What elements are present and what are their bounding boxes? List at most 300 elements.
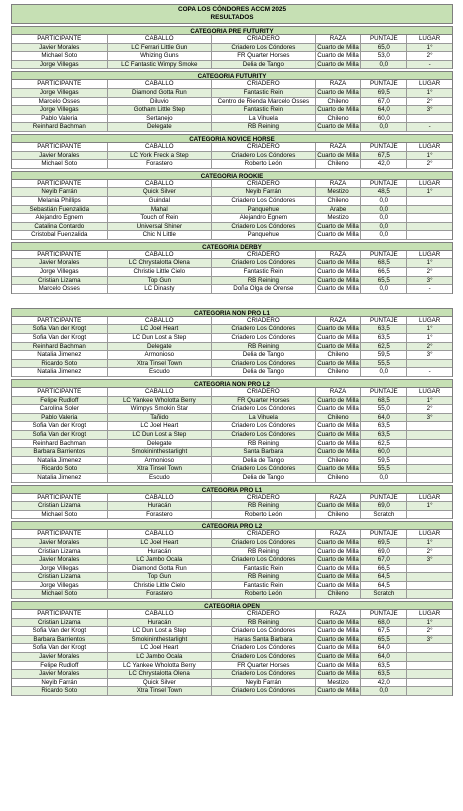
cell-puntaje: 62,5 (361, 343, 407, 351)
cell-criadero: Criadero Los Cóndores (212, 465, 316, 473)
cell-raza: Mestizo (316, 214, 362, 222)
column-header-raza: RAZA (316, 143, 362, 151)
cell-caballo: Huracán (108, 502, 213, 510)
table-row (12, 653, 452, 662)
cell-lugar: 1° (426, 618, 433, 626)
cell-lugar: - (428, 285, 431, 293)
cell-lugar: 2° (426, 547, 433, 555)
column-header-puntaje: PUNTAJE (361, 143, 407, 151)
cell-lugar (407, 573, 452, 581)
cell-criadero: Criadero Los Cóndores (212, 687, 316, 695)
table-row (12, 334, 452, 343)
cell-participante: Felipe Rudloff (12, 662, 108, 670)
cell-lugar: 2° (426, 160, 433, 168)
cell-participante: Jorge Villegas (12, 582, 108, 590)
table-row (12, 206, 452, 215)
cell-raza: Chileno (316, 414, 362, 422)
table-row (12, 548, 452, 557)
cell-participante: Michael Soto (12, 590, 108, 598)
cell-participante: Sofia Van der Krogt (12, 325, 108, 333)
cell-puntaje: 64,0 (361, 653, 407, 661)
cell-raza: Cuarto de Milla (316, 440, 362, 448)
cell-caballo: LC Joel Heart (108, 422, 213, 430)
cell-criadero: Fantastic Rein (212, 268, 316, 276)
cell-criadero: Criadero Los Cóndores (212, 334, 316, 342)
cell-caballo: Quick Silver (108, 188, 213, 196)
column-header-lugar: LUGAR (418, 35, 441, 42)
category-heading: CATEGORIA PRO L1 (12, 485, 452, 494)
cell-participante: Javier Morales (12, 44, 108, 52)
column-header-participante: PARTICIPANTE (12, 35, 108, 43)
cell-raza: Cuarto de Milla (316, 277, 362, 285)
cell-raza: Chileno (316, 160, 362, 168)
cell-puntaje: 67,0 (361, 556, 407, 564)
cell-raza: Cuarto de Milla (316, 360, 362, 368)
cell-lugar: - (428, 60, 431, 68)
cell-participante: Javier Morales (12, 653, 108, 661)
cell-criadero: Fantastic Rein (212, 106, 316, 114)
column-header-criadero: CRIADERO (212, 388, 316, 396)
cell-puntaje: 42,0 (361, 679, 407, 687)
cell-caballo: Armonioso (108, 351, 213, 359)
cell-lugar (407, 590, 452, 598)
cell-puntaje: 0,0 (361, 206, 407, 214)
cell-caballo: Guindal (108, 197, 213, 205)
cell-raza: Cuarto de Milla (316, 44, 362, 52)
cell-participante: Natalia Jimenez (12, 351, 108, 359)
section-spacer (11, 294, 453, 308)
cell-caballo: LC Yankee Wholotta Berry (108, 662, 213, 670)
cell-raza: Arabe (316, 206, 362, 214)
cell-caballo: LC Chrystalotta Olena (108, 259, 213, 267)
cell-lugar: 3° (426, 351, 433, 359)
cell-raza: Chileno (316, 474, 362, 482)
table-row (12, 343, 452, 352)
cell-caballo: Touch of Rein (108, 214, 213, 222)
cell-raza: Cuarto de Milla (316, 152, 362, 160)
table-row (12, 52, 452, 61)
cell-puntaje: 0,0 (361, 231, 407, 239)
table-row (12, 44, 452, 53)
cell-puntaje: 64,0 (361, 414, 407, 422)
cell-caballo: LC Joel Heart (108, 644, 213, 652)
cell-raza: Chileno (316, 98, 362, 106)
category-section (11, 308, 453, 377)
cell-lugar (407, 474, 452, 482)
cell-participante: Sebastián Fuenzalida (12, 206, 108, 214)
cell-caballo: LC Joel Heart (108, 539, 213, 547)
category-heading: CATEGORIA NON PRO L2 (12, 379, 452, 388)
table-row (12, 414, 452, 423)
cell-participante: Neyib Farrán (12, 679, 108, 687)
cell-puntaje: 59,5 (361, 457, 407, 465)
cell-puntaje: 0,0 (361, 123, 407, 131)
cell-caballo: Sertanejo (108, 115, 213, 123)
cell-participante: Michael Soto (12, 511, 108, 519)
cell-criadero: Roberto León (212, 160, 316, 168)
cell-puntaje: 69,5 (361, 539, 407, 547)
cell-participante: Reinhard Bachman (12, 123, 108, 131)
cell-criadero: RB Reining (212, 343, 316, 351)
column-header-raza: RAZA (316, 317, 362, 325)
table-row (12, 277, 452, 286)
table-row (12, 502, 452, 511)
table-row (12, 440, 452, 449)
cell-criadero: Criadero Los Cóndores (212, 360, 316, 368)
category-heading: CATEGORIA NON PRO L1 (12, 308, 452, 317)
cell-participante: Barbara Barrientos (12, 448, 108, 456)
cell-puntaje: 63,5 (361, 431, 407, 439)
column-header-puntaje: PUNTAJE (361, 610, 407, 618)
column-header-criadero: CRIADERO (212, 35, 316, 43)
column-header-raza: RAZA (316, 388, 362, 396)
cell-lugar (407, 687, 452, 695)
cell-criadero: Neyib Farrán (212, 188, 316, 196)
column-header-row (12, 610, 452, 619)
cell-criadero: Doña Olga de Orense (212, 285, 316, 293)
cell-participante: Sofia Van der Krogt (12, 431, 108, 439)
category-section (11, 521, 453, 599)
cell-criadero: Roberto León (212, 590, 316, 598)
table-row (12, 397, 452, 406)
cell-participante: Reinhard Bachman (12, 440, 108, 448)
cell-participante: Javier Morales (12, 670, 108, 678)
column-header-participante: PARTICIPANTE (12, 388, 108, 396)
cell-raza: Cuarto de Milla (316, 422, 362, 430)
cell-participante: Sofia Van der Krogt (12, 334, 108, 342)
table-row (12, 448, 452, 457)
cell-caballo: Wimpys Smokin Star (108, 405, 213, 413)
cell-participante: Pablo Valeria (12, 115, 108, 123)
cell-puntaje: 55,0 (361, 405, 407, 413)
cell-criadero: Criadero Los Cóndores (212, 431, 316, 439)
cell-raza: Cuarto de Milla (316, 405, 362, 413)
table-row (12, 573, 452, 582)
column-header-criadero: CRIADERO (212, 610, 316, 618)
cell-puntaje: 59,5 (361, 351, 407, 359)
cell-puntaje: 62,5 (361, 440, 407, 448)
cell-lugar: 1° (426, 325, 433, 333)
cell-lugar: 3° (426, 556, 433, 564)
cell-participante: Natalia Jimenez (12, 474, 108, 482)
table-row (12, 465, 452, 474)
cell-puntaje: 0,0 (361, 474, 407, 482)
table-row (12, 539, 452, 548)
cell-lugar: - (428, 123, 431, 131)
cell-lugar (407, 231, 452, 239)
cell-participante: Marcelo Osses (12, 285, 108, 293)
table-row (12, 422, 452, 431)
cell-raza: Cuarto de Milla (316, 325, 362, 333)
cell-lugar: 1° (426, 151, 433, 159)
cell-raza: Chileno (316, 197, 362, 205)
table-row (12, 61, 452, 70)
cell-puntaje: 63,5 (361, 334, 407, 342)
table-row (12, 474, 452, 483)
cell-lugar: 1° (426, 334, 433, 342)
cell-caballo: LC Chrystalotta Olena (108, 670, 213, 678)
cell-criadero: Panquehue (212, 231, 316, 239)
column-header-raza: RAZA (316, 494, 362, 502)
cell-caballo: Forastero (108, 590, 213, 598)
cell-participante: Jorge Villegas (12, 106, 108, 114)
category-heading: CATEGORIA NOVICE HORSE (12, 134, 452, 143)
column-header-caballo: CABALLO (108, 180, 213, 188)
cell-raza: Cuarto de Milla (316, 653, 362, 661)
table-row (12, 687, 452, 696)
column-header-row (12, 80, 452, 89)
category-section (11, 171, 453, 240)
cell-caballo: Universal Shiner (108, 223, 213, 231)
cell-raza: Cuarto de Milla (316, 502, 362, 510)
column-header-puntaje: PUNTAJE (361, 388, 407, 396)
table-row (12, 590, 452, 599)
column-header-puntaje: PUNTAJE (361, 251, 407, 259)
category-heading: CATEGORIA PRO L2 (12, 521, 452, 530)
cell-raza: Cuarto de Milla (316, 448, 362, 456)
table-row (12, 556, 452, 565)
category-heading: CATEGORIA OPEN (12, 601, 452, 610)
cell-participante: Cristian Lizama (12, 548, 108, 556)
column-header-puntaje: PUNTAJE (361, 530, 407, 538)
cell-participante: Ricardo Soto (12, 360, 108, 368)
cell-lugar: 1° (426, 259, 433, 267)
cell-raza: Cuarto de Milla (316, 670, 362, 678)
cell-puntaje: 48,5 (361, 188, 407, 196)
column-header-lugar: LUGAR (418, 388, 441, 395)
table-row (12, 223, 452, 232)
table-row (12, 565, 452, 574)
column-header-puntaje: PUNTAJE (361, 180, 407, 188)
cell-puntaje: 63,5 (361, 662, 407, 670)
cell-lugar (407, 465, 452, 473)
cell-lugar: 3° (426, 276, 433, 284)
cell-participante: Felipe Rudloff (12, 397, 108, 405)
cell-puntaje: 66,5 (361, 268, 407, 276)
cell-participante: Jorge Villegas (12, 61, 108, 69)
cell-lugar (407, 206, 452, 214)
cell-lugar: 1° (426, 502, 433, 510)
cell-criadero: RB Reining (212, 440, 316, 448)
table-row (12, 662, 452, 671)
cell-raza: Cuarto de Milla (316, 285, 362, 293)
category-section (11, 71, 453, 132)
category-heading: CATEGORIA ROOKIE (12, 171, 452, 180)
cell-lugar: 3° (426, 106, 433, 114)
column-header-puntaje: PUNTAJE (361, 35, 407, 43)
cell-raza: Cuarto de Milla (316, 334, 362, 342)
cell-lugar (407, 565, 452, 573)
cell-lugar (407, 440, 452, 448)
category-section (11, 485, 453, 520)
table-row (12, 123, 452, 132)
cell-lugar (407, 670, 452, 678)
cell-criadero: Criadero Los Cóndores (212, 653, 316, 661)
cell-lugar: 2° (426, 268, 433, 276)
cell-participante: Neyib Farrán (12, 188, 108, 196)
cell-puntaje: 63,5 (361, 670, 407, 678)
cell-raza: Mestizo (316, 679, 362, 687)
cell-puntaje: 64,0 (361, 644, 407, 652)
column-header-caballo: CABALLO (108, 388, 213, 396)
cell-participante: Pablo Valeria (12, 414, 108, 422)
cell-lugar (407, 448, 452, 456)
cell-raza: Cuarto de Milla (316, 619, 362, 627)
column-header-criadero: CRIADERO (212, 494, 316, 502)
cell-caballo: Xtra Tinsel Town (108, 687, 213, 695)
table-row (12, 351, 452, 360)
cell-caballo: LC Joel Heart (108, 325, 213, 333)
cell-caballo: Armonioso (108, 457, 213, 465)
cell-criadero: Criadero Los Cóndores (212, 259, 316, 267)
cell-caballo: Diluvio (108, 98, 213, 106)
cell-raza: Cuarto de Milla (316, 582, 362, 590)
cell-criadero: La Vihuela (212, 414, 316, 422)
column-header-row (12, 317, 452, 326)
table-row (12, 197, 452, 206)
column-header-lugar: LUGAR (418, 610, 441, 618)
cell-participante: Marcelo Osses (12, 98, 108, 106)
cell-puntaje: 69,0 (361, 502, 407, 510)
table-row (12, 670, 452, 679)
cell-caballo: Christie Little Cielo (108, 268, 213, 276)
table-row (12, 98, 452, 107)
cell-participante: Ricardo Soto (12, 687, 108, 695)
document-title (11, 4, 453, 24)
cell-puntaje: 0,0 (361, 368, 407, 376)
cell-lugar (407, 582, 452, 590)
cell-criadero: Criadero Los Cóndores (212, 539, 316, 547)
table-row (12, 285, 452, 294)
column-header-criadero: CRIADERO (212, 317, 316, 325)
cell-participante: Sofia Van der Krogt (12, 627, 108, 635)
cell-puntaje: 65,5 (361, 636, 407, 644)
column-header-row (12, 494, 452, 503)
table-row (12, 160, 452, 169)
column-header-caballo: CABALLO (108, 80, 213, 88)
cell-caballo: LC York Freck a Step (108, 152, 213, 160)
cell-criadero: Delia de Tango (212, 457, 316, 465)
table-row (12, 636, 452, 645)
column-header-raza: RAZA (316, 35, 362, 43)
cell-puntaje: 64,5 (361, 573, 407, 581)
cell-participante: Cristian Lizama (12, 573, 108, 581)
cell-raza: Chileno (316, 457, 362, 465)
cell-puntaje: 64,0 (361, 106, 407, 114)
cell-caballo: Gotham Little Step (108, 106, 213, 114)
cell-raza: Cuarto de Milla (316, 397, 362, 405)
column-header-lugar: LUGAR (418, 530, 441, 538)
cell-criadero: Criadero Los Cóndores (212, 405, 316, 413)
cell-puntaje: 63,5 (361, 325, 407, 333)
cell-caballo: Smokininthestarlight (108, 636, 213, 644)
cell-criadero: Santa Barbara (212, 448, 316, 456)
cell-puntaje: 55,5 (361, 465, 407, 473)
column-header-raza: RAZA (316, 80, 362, 88)
cell-lugar (407, 214, 452, 222)
category-heading: CATEGORIA FUTURITY (12, 71, 452, 80)
cell-puntaje: 0,0 (361, 214, 407, 222)
cell-criadero: Criadero Los Cóndores (212, 197, 316, 205)
column-header-caballo: CABALLO (108, 317, 213, 325)
column-header-row (12, 35, 452, 44)
cell-participante: Catalina Contardo (12, 223, 108, 231)
cell-puntaje: Scratch (361, 590, 407, 598)
cell-criadero: FR Quarter Horses (212, 52, 316, 60)
cell-lugar: 3° (426, 413, 433, 421)
cell-criadero: Criadero Los Cóndores (212, 556, 316, 564)
cell-lugar: 1° (426, 396, 433, 404)
cell-raza: Cuarto de Milla (316, 223, 362, 231)
cell-participante: Michael Soto (12, 160, 108, 168)
cell-caballo: LC Fantastic Wimpy Smoke (108, 61, 213, 69)
table-row (12, 679, 452, 688)
cell-criadero: Criadero Los Cóndores (212, 644, 316, 652)
cell-participante: Carolina Soler (12, 405, 108, 413)
column-header-puntaje: PUNTAJE (361, 494, 407, 502)
table-row (12, 325, 452, 334)
cell-lugar: - (428, 368, 431, 376)
cell-lugar (407, 457, 452, 465)
column-header-lugar: LUGAR (418, 316, 441, 324)
cell-caballo: LC Jambo Ocala (108, 556, 213, 564)
cell-caballo: LC Yankee Wholotta Berry (108, 397, 213, 405)
cell-raza: Cuarto de Milla (316, 431, 362, 439)
category-heading: CATEGORIA DERBY (12, 242, 452, 251)
cell-caballo: Tañido (108, 414, 213, 422)
cell-lugar (407, 644, 452, 652)
cell-raza: Cuarto de Milla (316, 556, 362, 564)
cell-lugar: 2° (426, 342, 433, 350)
cell-raza: Cuarto de Milla (316, 52, 362, 60)
cell-criadero: Delia de Tango (212, 61, 316, 69)
cell-caballo: LC Dun Lost a Step (108, 334, 213, 342)
column-header-criadero: CRIADERO (212, 530, 316, 538)
column-header-row (12, 143, 452, 152)
cell-participante: Barbara Barrientos (12, 636, 108, 644)
cell-participante: Javier Morales (12, 556, 108, 564)
cell-caballo: Diamond Gotta Run (108, 89, 213, 97)
table-row (12, 431, 452, 440)
table-row (12, 627, 452, 636)
column-header-participante: PARTICIPANTE (12, 530, 108, 538)
cell-caballo: Mahal (108, 206, 213, 214)
cell-participante: Jorge Villegas (12, 268, 108, 276)
cell-criadero: Fantastic Rein (212, 89, 316, 97)
cell-puntaje: 0,0 (361, 223, 407, 231)
cell-puntaje: 66,5 (361, 565, 407, 573)
column-header-raza: RAZA (316, 610, 362, 618)
cell-lugar: 2° (426, 405, 433, 413)
cell-criadero: RB Reining (212, 502, 316, 510)
cell-criadero: Centro de Rienda Marcelo Osses (212, 98, 316, 106)
cell-participante: Sofia Van der Krogt (12, 644, 108, 652)
table-row (12, 89, 452, 98)
column-header-row (12, 251, 452, 260)
column-header-participante: PARTICIPANTE (12, 180, 108, 188)
table-row (12, 115, 452, 124)
table-row (12, 511, 452, 520)
column-header-participante: PARTICIPANTE (12, 317, 108, 325)
cell-caballo: Huracán (108, 619, 213, 627)
cell-caballo: Top Gun (108, 277, 213, 285)
column-header-criadero: CRIADERO (212, 80, 316, 88)
table-row (12, 582, 452, 591)
column-header-participante: PARTICIPANTE (12, 610, 108, 618)
table-row (12, 152, 452, 161)
cell-raza: Chileno (316, 368, 362, 376)
table-row (12, 106, 452, 115)
